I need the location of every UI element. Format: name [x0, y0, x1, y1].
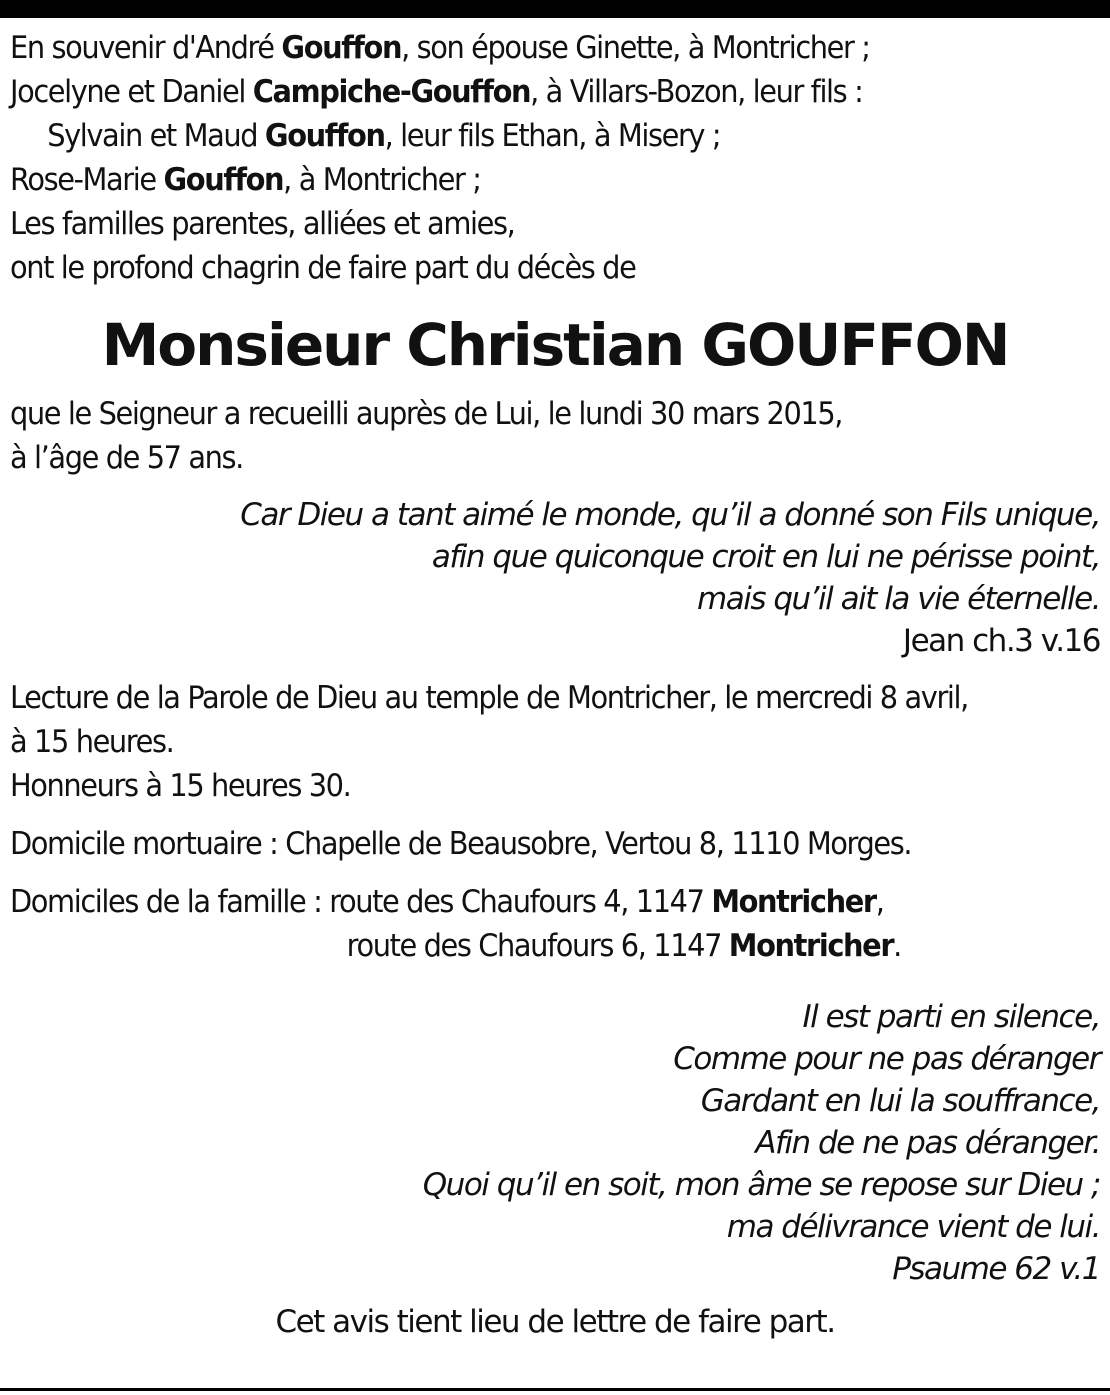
deceased-name: Monsieur Christian GOUFFON	[101, 311, 1009, 379]
death-info-line-1: que le Seigneur a recueilli auprès de Lui, le lundi 30 mars 2015,	[10, 396, 843, 432]
family-line-1	[10, 26, 1024, 70]
text: En souvenir d'André	[10, 30, 282, 66]
poem-line: ma délivrance vient de lui.	[726, 1209, 1100, 1245]
surname: Gouffon	[281, 30, 402, 66]
death-info	[10, 392, 1100, 480]
bible-verse	[10, 494, 1100, 662]
surname: Gouffon	[264, 118, 385, 154]
family-line-4	[10, 158, 1024, 202]
death-info-line-2: à l’âge de 57 ans.	[10, 440, 243, 476]
text: Rose-Marie	[10, 162, 164, 198]
text: .	[893, 928, 901, 964]
text: Jocelyne et Daniel	[10, 74, 253, 110]
poem-line: Gardant en lui la souffrance,	[700, 1083, 1100, 1119]
family-line-3	[10, 114, 1024, 158]
text: , leur fils Ethan, à Misery ;	[384, 118, 721, 154]
text: route des Chaufours 6, 1147	[346, 928, 729, 964]
poem-reference: Psaume 62 v.1	[892, 1251, 1100, 1287]
verse-line: Car Dieu a tant aimé le monde, qu’il a donné son Fils unique,	[240, 497, 1100, 533]
text: ,	[875, 884, 884, 920]
place: Montricher	[711, 884, 876, 920]
surname: Campiche-Gouffon	[252, 74, 531, 110]
mortuary-line: Domicile mortuaire : Chapelle de Beausobre, Vertou 8, 1110 Morges.	[10, 826, 912, 862]
poem-line: Afin de ne pas déranger.	[755, 1125, 1100, 1161]
bottom-rule	[0, 1388, 1110, 1391]
mortuary-info	[10, 822, 1100, 866]
family-home-line-2	[10, 924, 1024, 968]
ceremony-line-2: à 15 heures.	[10, 724, 174, 760]
poem	[10, 996, 1100, 1290]
poem-line: Quoi qu’il en soit, mon âme se repose sur Dieu ;	[422, 1167, 1100, 1203]
verse-line: mais qu’il ait la vie éternelle.	[697, 581, 1100, 617]
top-rule	[0, 0, 1110, 18]
verse-reference: Jean ch.3 v.16	[902, 623, 1100, 659]
text: , à Villars-Bozon, leur fils :	[530, 74, 863, 110]
footer-note: Cet avis tient lieu de lettre de faire part.	[275, 1304, 835, 1340]
text: , son épouse Ginette, à Montricher ;	[401, 30, 870, 66]
text: Sylvain et Maud	[47, 118, 265, 154]
obituary-notice	[10, 26, 1100, 1344]
ceremony-line-1: Lecture de la Parole de Dieu au temple de Montricher, le mercredi 8 avril,	[10, 680, 968, 716]
family-line-6: ont le profond chagrin de faire part du décès de	[10, 250, 636, 286]
family-homes	[10, 880, 1100, 968]
surname: Gouffon	[163, 162, 284, 198]
poem-line: Comme pour ne pas déranger	[673, 1041, 1100, 1077]
family-line-2	[10, 70, 1024, 114]
family-home-line-1	[10, 880, 1024, 924]
verse-line: afin que quiconque croit en lui ne périsse point,	[431, 539, 1100, 575]
ceremony-info	[10, 676, 1100, 808]
family-list	[10, 26, 1100, 290]
ceremony-line-3: Honneurs à 15 heures 30.	[10, 768, 351, 804]
family-line-5: Les familles parentes, alliées et amies,	[10, 206, 515, 242]
poem-line: Il est parti en silence,	[802, 999, 1100, 1035]
place: Montricher	[728, 928, 894, 964]
text: Domiciles de la famille : route des Chaufours 4, 1147	[10, 884, 712, 920]
text: , à Montricher ;	[283, 162, 481, 198]
